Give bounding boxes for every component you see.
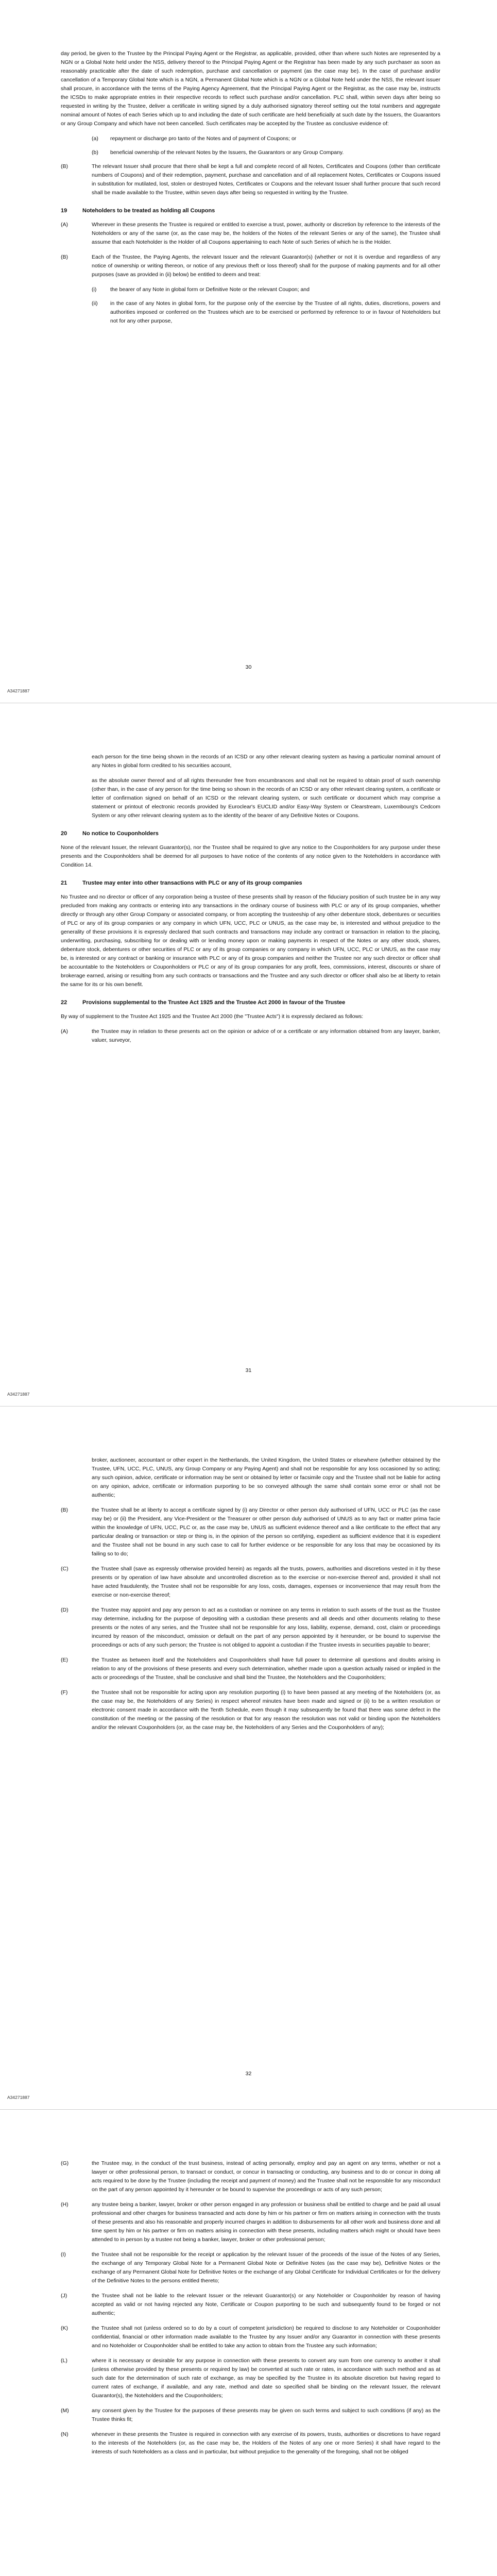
clause — [61, 1506, 440, 1558]
sub-clause-text: the bearer of any Note in global form or Definitive Note or the relevant Coupon; and — [110, 286, 310, 293]
page — [0, 703, 497, 1406]
clause — [61, 2430, 440, 2456]
page-number: 32 — [245, 2071, 252, 2077]
clause — [61, 1688, 440, 1732]
page — [0, 1406, 497, 2110]
clause-text: any trustee being a banker, lawyer, broker or other person engaged in any profession or business shall be entitled to charge and be paid all usual professional and other charges for business transacted and acts done by him or his partner or firm on matters arising in connection with the trusts of these presents and also his reasonable and properly incurred charges in addition to disbursements for all other work and business done and all time spent by him or his partner or firm on matters arising in connection with these presents, including matters which might or should have been attended to in person by a trustee not being a banker, lawyer, broker or other professional person; — [92, 2201, 440, 2243]
clause — [61, 2292, 440, 2318]
clause-number: (J) — [61, 2293, 67, 2299]
clause-number: (M) — [61, 2408, 69, 2414]
clause — [61, 1565, 440, 1600]
section-number: 19 — [61, 208, 67, 214]
clause-number: (F) — [61, 1689, 68, 1696]
clause — [61, 2250, 440, 2285]
section-title: Provisions supplemental to the Trustee Act 1925 and the Trustee Act 2000 in favour of the Trustee — [82, 999, 346, 1006]
clause — [61, 2200, 440, 2244]
section-heading — [61, 207, 440, 215]
clause-number: (A) — [61, 222, 68, 228]
document-reference: A34271887 — [7, 688, 30, 693]
section-title: Trustee may enter into other transactions with PLC or any of its group companies — [82, 880, 302, 886]
clause-text: the Trustee shall not (unless ordered so to do by a court of competent jurisdiction) be required to disclose to any Noteholder or Couponholder confidential, financial or other information made available to the Trustee by any Issuer and/or any Guarantor in connection with these presents and no Noteholder or Couponholder shall be entitled to take any action to obtain from the Trustee any such information; — [92, 2325, 440, 2349]
clause-text: the Trustee may in relation to these presents act on the opinion or advice of or a certificate or any information obtained from any lawyer, banker, valuer, surveyor, — [92, 1028, 440, 1043]
sub-clause-text: beneficial ownership of the relevant Notes by the Issuers, the Guarantors or any Group Company. — [110, 149, 344, 156]
clause — [61, 253, 440, 279]
clause — [61, 1027, 440, 1045]
page — [0, 2110, 497, 2576]
clause — [61, 221, 440, 247]
clause-number: (B) — [61, 163, 68, 170]
sub-clause — [92, 148, 440, 157]
clause-number: (K) — [61, 2325, 68, 2331]
clause-text: the Trustee shall not be responsible for acting upon any resolution purporting (i) to have been passed at any meeting of the Noteholders (or, as the case may be, the Noteholders of any Series) in respect whereof minutes have been made and signed or (ii) to be a written resolution or electronic consent made in accordance with the Tenth Schedule, even though it may subsequently be found that there was some defect in the constitution of the meeting or the passing of the resolution or that for any reason the resolution was not valid or binding upon the Noteholders and/or the relevant Couponholders (or, as the case may be, the Noteholders of any Series and the Couponholders of any); — [92, 1689, 440, 1731]
sub-clause — [92, 299, 440, 326]
sub-clause — [92, 285, 440, 294]
clause-text: the Trustee shall (save as expressly otherwise provided herein) as regards all the trusts, powers, authorities and discretions vested in it by these presents or by operation of law have absolute and uncontrolled discretion as to the exercise or non-exercise thereof and, provided it shall not have acted fraudulently, the Trustee shall not be responsible for any loss, costs, damages, expenses or inconvenience that may result from the exercise or non-exercise thereof; — [92, 1566, 440, 1598]
paragraph: No Trustee and no director or officer of any corporation being a trustee of these presents shall by reason of the fiduciary position of such trustee be in any way precluded from making any contracts or entering into any transactions in the ordinary course of business with PLC or any of its group companies, whether directly or through any other Group Company or associated company, or from accepting the trusteeship of any other debenture stock, debentures or securities of PLC or any of its group companies or any company in which UFN, UCC, PLC or UNUS, as the case may be, is interested and without prejudice to the generality of these provisions it is expressly declared that such contracts and transactions may include any contract or transaction in relation to the placing, underwriting, purchasing, subscribing for or dealing with or lending money upon or making payments in respect of the Notes or any other stock, shares, debenture stock, debentures or other securities of PLC or any of its group companies or any company in which UFN, UCC, PLC or UNUS, as the case may be, is interested or any contract or banking or insurance with PLC or any of its group companies and neither the Trustee nor any such director or officer shall be accountable to the Noteholders or Couponholders or PLC or any of its group companies for any profit, fees, commissions, interest, discounts or share of brokerage earned, arising or resulting from any such contracts or transactions and the Trustee and any such director or officer shall also be at liberty to retain the same for its or his own benefit. — [61, 894, 440, 988]
page-number: 31 — [245, 1367, 252, 1374]
clause-text: where it is necessary or desirable for any purpose in connection with these presents to convert any sum from one currency to another it shall (unless otherwise provided by these presents or required by law) be converted at such rate or rates, in accordance with such method and as at such date for the determination of such rate of exchange, as may be specified by the Trustee in its absolute discretion but having regard to current rates of exchange, if available, and any rate, method and date so specified shall be binding on the relevant Issuer, the relevant Guarantor(s), the Noteholders and the Couponholders; — [92, 2358, 440, 2399]
clause-number: (C) — [61, 1566, 68, 1572]
clause-number: (D) — [61, 1607, 68, 1613]
sub-clause-text: repayment or discharge pro tanto of the Notes and of payment of Coupons; or — [110, 135, 297, 142]
clause-number: (B) — [61, 254, 68, 260]
page — [0, 0, 497, 703]
clause-text: the Trustee shall not be responsible for the receipt or application by the relevant Issuer of the proceeds of the issue of the Notes of any Series, the exchange of any Temporary Global Note for a Permanent Global Note or Definitive Notes (as the case may be), Definitive Notes or the exchange of any Permanent Global Note for Definitive Notes or the exchange of any Global Certificate for Individual Certificates or for the delivery of the Definitive Notes to the persons entitled thereto; — [92, 2251, 440, 2284]
paragraph: broker, auctioneer, accountant or other expert in the Netherlands, the United Kingdom, the United States or elsewhere (whether obtained by the Trustee, UFN, UCC, PLC, UNUS, any Group Company or any Paying Agent) and shall not be responsible for any loss occasioned by so acting; any such opinion, advice, certificate or information may be sent or obtained by letter or facsimile copy and the Trustee shall not be liable for acting on any opinion, advice, certificate or information purporting to be so conveyed although the same shall contain some error or shall not be authentic; — [92, 1457, 440, 1498]
clause-text: the Trustee may, in the conduct of the trust business, instead of acting personally, employ and pay an agent on any terms, whether or not a lawyer or other professional person, to transact or conduct, or concur in transacting or conducting, any business and to do or concur in doing all acts required to be done by the Trustee (including the receipt and payment of money) and the Trustee shall not be responsible for any misconduct on the part of any person appointed by it hereunder or be bound to supervise the proceedings or acts of any such person; — [92, 2160, 440, 2193]
section-title: Noteholders to be treated as holding all Coupons — [82, 208, 215, 214]
clause-text: Wherever in these presents the Trustee is required or entitled to exercise a trust, power, authority or discretion by reference to the interests of the Noteholders or any of the same (or, as the case may be, the holders of the Notes of the relevant Series or any of the same), the Trustee shall assume that each Noteholder is the Holder of all Coupons appertaining to each Note of such Series of which he is the Holder. — [92, 222, 440, 245]
section-number: 20 — [61, 831, 67, 837]
section-heading — [61, 998, 440, 1007]
sub-clause-number: (a) — [92, 135, 98, 142]
clause-text: The relevant Issuer shall procure that there shall be kept a full and complete record of all Notes, Certificates and Coupons (other than certificate numbers of Coupons) and of their redemption, payment, purchase and cancellation and of all replacement Notes, Certificates or Coupons issued in substitution for mutilated, lost, stolen or destroyed Notes, Certificates or Coupons and the relevant Issuer shall further procure that such record shall be made available to the Trustee, within seven days after being so requested in writing by the Trustee. — [92, 163, 440, 196]
clause-text: the Trustee as between itself and the Noteholders and Couponholders shall have full power to determine all questions and doubts arising in relation to any of the provisions of these presents and every such determination, whether made upon a question actually raised or implied in the acts or proceedings of the Trustee, shall be conclusive and shall bind the Trustee, the Noteholders and the Couponholders; — [92, 1657, 440, 1681]
paragraph: as the absolute owner thereof and of all rights thereunder free from encumbrances and shall not be required to obtain proof of such ownership (other than, in the case of any person for the time being so shown in the records of an ICSD or any other relevant clearing system, a certificate or letter of confirmation signed on behalf of an ICSD or the relevant clearing system, or such certificate or document which may comprise a statement or printout of electronic records provided by Euroclear's EUCLID and/or Easy-Way System or Clearstream, Luxembourg's Cedcom System or any other relevant clearing system as to the identity of the bearer of any Definitive Notes or Coupons. — [92, 777, 440, 819]
clause — [61, 2159, 440, 2194]
clause-number: (B) — [61, 1507, 68, 1513]
section-heading — [61, 879, 440, 888]
clause — [61, 2406, 440, 2424]
section-number: 21 — [61, 880, 67, 886]
clause-text: the Trustee may appoint and pay any person to act as a custodian or nominee on any terms in relation to such assets of the trust as the Trustee may determine, including for the purpose of depositing with a custodian these presents and all deeds and other documents relating to these presents or the notes of any series, and the Trustee shall not be responsible for any loss, liability, expense, demand, cost, claim or proceedings incurred by reason of the misconduct, omission or default on the part of any person appointed by it hereunder, or be bound to supervise the proceedings or acts of any such person; the Trustee is not obliged to appoint a custodian if the Trustee invests in securities payable to bearer; — [92, 1607, 440, 1648]
paragraph: None of the relevant Issuer, the relevant Guarantor(s), nor the Trustee shall be required to give any notice to the Couponholders for any purpose under these presents and the Couponholders shall be deemed for all purposes to have notice of the contents of any notice given to the Noteholders in accordance with Condition 14. — [61, 844, 440, 868]
paragraph: each person for the time being shown in the records of an ICSD or any other relevant clearing system as having a particular nominal amount of any Notes in global form credited to his securities account, — [92, 754, 440, 769]
section-title: No notice to Couponholders — [82, 831, 159, 837]
clause-number: (E) — [61, 1657, 68, 1663]
sub-clause — [92, 134, 440, 143]
clause-text: the Trustee shall not be liable to the relevant Issuer or the relevant Guarantor(s) or any Noteholder or Couponholder by reason of having accepted as valid or not having rejected any Note, Certificate or Coupon purporting to be such and subsequently found to be forged or not authentic; — [92, 2293, 440, 2316]
clause-text: whenever in these presents the Trustee is required in connection with any exercise of its powers, trusts, authorities or discretions to have regard to the interests of the Noteholders (or, as the case may be, the Holders of the Notes of any one or more Series) it shall have regard to the interests of such Noteholders as a class and in particular, but without prejudice to the generality of the foregoing, shall not be obliged — [92, 2431, 440, 2455]
document-reference: A34271887 — [7, 2095, 30, 2100]
sub-clause-text: in the case of any Notes in global form, for the purpose only of the exercise by the Trustee of all rights, duties, discretions, powers and authorities imposed or conferred on the Trustees which are to be exercised or performed by reference to or in favour of Noteholders but not for any other purpose, — [110, 300, 440, 324]
clause-text: any consent given by the Trustee for the purposes of these presents may be given on such terms and subject to such conditions (if any) as the Trustee thinks fit; — [92, 2408, 440, 2422]
clause — [61, 162, 440, 197]
clause-number: (G) — [61, 2160, 69, 2166]
clause-number: (I) — [61, 2251, 66, 2258]
clause-number: (L) — [61, 2358, 67, 2364]
clause-text: the Trustee shall be at liberty to accept a certificate signed by (i) any Director or other person duly authorised of UFN, UCC or PLC (as the case may be) or (ii) the President, any Vice-President or the Treasurer or other person duly authorised of UNUS as to any fact or matter prima facie within the knowledge of UFN, UCC, PLC or, as the case may be, UNUS as sufficient evidence thereof and a like certificate to the effect that any particular dealing or transaction or step or thing is, in the opinion of the person so certifying, expedient as sufficient evidence that it is expedient and the Trustee shall not be bound in any such case to call for further evidence or be responsible for any loss that may be occasioned by its failing so to do; — [92, 1507, 440, 1557]
paragraph: By way of supplement to the Trustee Act 1925 and the Trustee Act 2000 (the "Trustee Acts") it is expressly declared as follows: — [61, 1013, 364, 1020]
clause — [61, 2324, 440, 2350]
paragraph: day period, be given to the Trustee by the Principal Paying Agent or the Registrar, as applicable, provided, other than where such Notes are represented by a NGN or a Global Note held under the NSS, delivery thereof to the Principal Paying Agent or the Registrar has been made by any such purchaser as soon as reasonably practicable after the date of such redemption, purchase and cancellation or payment (as the case may be). In the case of purchase and/or cancellation of a Temporary Global Note which is a NGN, a Permanent Global Note which is a NGN or a Global Note held under the NSS, the relevant issuer shall procure, in accordance with the terms of the Paying Agency Agreement, that the Principal Paying Agent or the Registrar, as the case may be, instructs the ICSDs to make appropriate entries in their respective records to reflect such purchase and/or cancellation. PLC shall, within seven days after being so requested in writing by the Trustee, deliver a certificate in writing signed by a duly authorised signatory thereof setting out the total numbers and aggregate nominal amount of Notes of each Series which up to and including the date of such certificate are held beneficially at such date by the Issuers, the Guarantors or any Group Company and which have not been cancelled. Such certificates may be accepted by the Trustee as conclusive evidence of: — [61, 50, 440, 127]
page-number: 30 — [245, 664, 252, 670]
clause — [61, 1606, 440, 1650]
sub-clause-number: (ii) — [92, 300, 98, 307]
clause-number: (H) — [61, 2201, 68, 2208]
clause-text: Each of the Trustee, the Paying Agents, the relevant Issuer and the relevant Guarantor(s) (whether or not it is overdue and regardless of any notice of ownership or writing thereon, or notice of any previous theft or loss thereof) shall for the purpose of making payments and for all other purposes (save as provided in (ii) below) be entitled to deem and treat: — [92, 254, 440, 278]
clause — [61, 2357, 440, 2400]
section-heading — [61, 829, 440, 838]
section-number: 22 — [61, 999, 67, 1006]
clause-number: (A) — [61, 1028, 68, 1035]
sub-clause-number: (i) — [92, 286, 97, 293]
clause-number: (N) — [61, 2431, 68, 2437]
document-reference: A34271887 — [7, 1392, 30, 1397]
clause — [61, 1656, 440, 1682]
sub-clause-number: (b) — [92, 149, 98, 156]
